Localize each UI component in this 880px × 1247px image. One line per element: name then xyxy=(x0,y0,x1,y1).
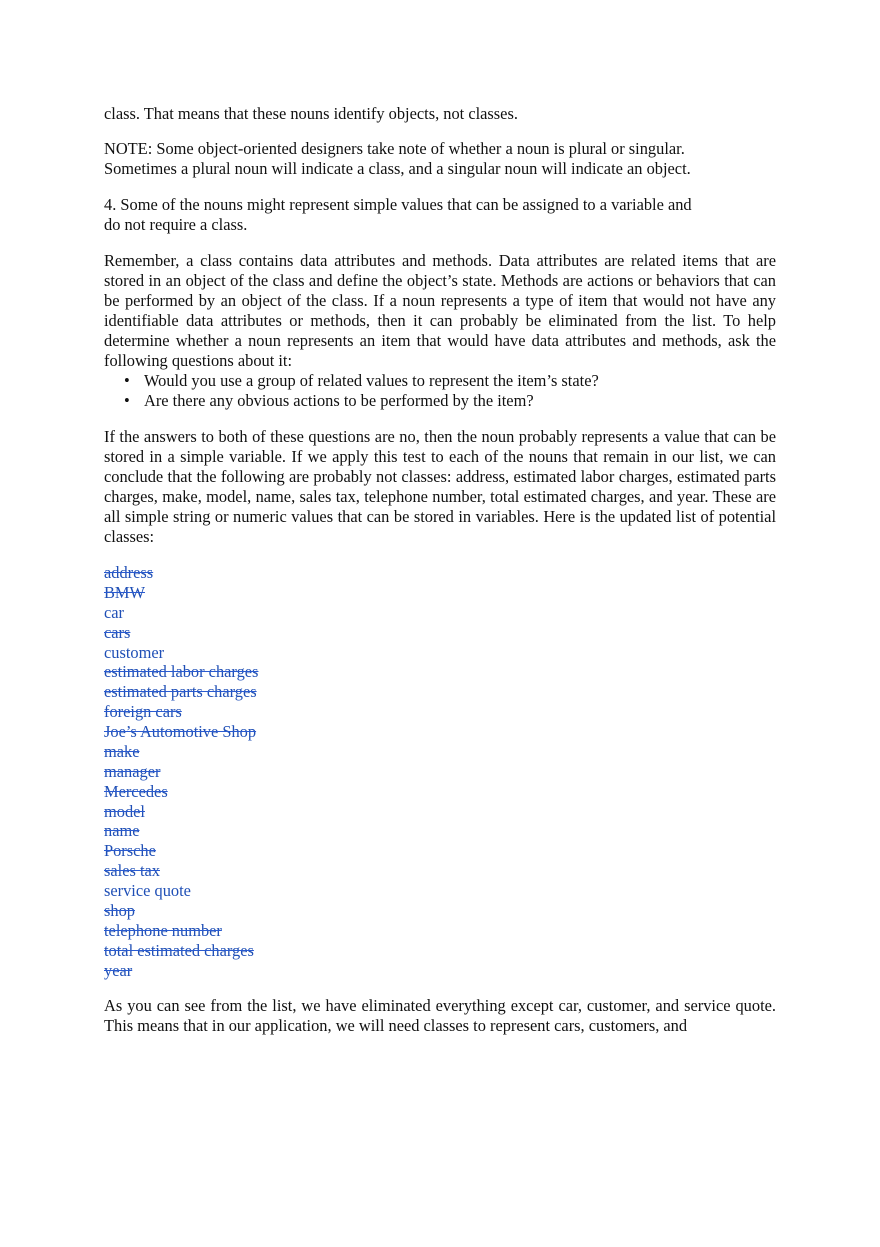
remember-paragraph: Remember, a class contains data attributes and methods. Data attributes are related items that are stored in an object of the class and define the object’s state. Methods are actions or behaviors that can be performed by an object of the class. If a noun represents a type of item that would not have any identifiable data attributes or methods, then it can probably be eliminated from the list. To help determine whether a noun represents an item that would have data attributes and methods, ask the following questions about it: xyxy=(104,251,776,370)
noun-item xyxy=(104,722,776,742)
answers-paragraph: If the answers to both of these questions are no, then the noun probably represents a value that can be stored in a simple variable. If we apply this test to each of the nouns that remain in our list, we can conclude that the following are probably not classes: address, estimated labor charges, estimated parts charges, make, model, name, sales tax, telephone number, total estimated charges, and year. These are all simple string or numeric values that can be stored in variables. Here is the updated list of potential classes: xyxy=(104,427,776,546)
noun-item xyxy=(104,702,776,722)
noun-text-struck: year xyxy=(104,960,133,980)
noun-item xyxy=(104,921,776,941)
noun-text-struck: telephone number xyxy=(104,920,222,940)
noun-text-struck: BMW xyxy=(104,582,145,602)
noun-item xyxy=(104,682,776,702)
noun-text-struck: foreign cars xyxy=(104,702,182,722)
noun-text-struck: shop xyxy=(104,900,135,920)
noun-item xyxy=(104,623,776,643)
noun-text-struck: estimated labor charges xyxy=(104,662,259,682)
noun-item xyxy=(104,841,776,861)
noun-item xyxy=(104,861,776,881)
noun-text-struck: cars xyxy=(104,622,131,642)
noun-item xyxy=(104,961,776,981)
noun-item xyxy=(104,881,776,901)
noun-text-struck: total estimated charges xyxy=(104,940,254,960)
noun-item xyxy=(104,941,776,961)
noun-text-struck: sales tax xyxy=(104,861,160,881)
question-text: Are there any obvious actions to be performed by the item? xyxy=(144,391,534,410)
noun-text-struck: make xyxy=(104,741,140,761)
intro-paragraph: class. That means that these nouns identify objects, not classes. xyxy=(104,104,518,123)
potential-classes-list xyxy=(104,563,776,980)
noun-text-struck: name xyxy=(104,821,140,841)
noun-text: car xyxy=(104,602,125,622)
step-4-line: 4. Some of the nouns might represent simple values that can be assigned to a variable and xyxy=(104,195,692,214)
question-item xyxy=(104,391,776,411)
noun-text-struck: model xyxy=(104,801,145,821)
conclusion-paragraph: As you can see from the list, we have eliminated everything except car, customer, and service quote. This means that in our application, we will need classes to represent cars, customers, and xyxy=(104,996,776,1036)
noun-item xyxy=(104,782,776,802)
noun-item xyxy=(104,603,776,623)
noun-item xyxy=(104,742,776,762)
noun-text-struck: Joe’s Automotive Shop xyxy=(104,722,257,741)
noun-text-struck: Porsche xyxy=(104,841,156,861)
step-4-line: do not require a class. xyxy=(104,215,248,234)
bullet-icon: • xyxy=(124,391,130,410)
noun-item xyxy=(104,762,776,782)
document-page xyxy=(104,104,776,1036)
noun-item xyxy=(104,802,776,822)
noun-text-struck: address xyxy=(104,563,154,582)
step-4-paragraph xyxy=(104,195,776,235)
question-text: Would you use a group of related values to represent the item’s state? xyxy=(144,371,599,390)
question-list xyxy=(104,371,776,411)
noun-item xyxy=(104,901,776,921)
noun-text-struck: estimated parts charges xyxy=(104,682,257,702)
noun-text-struck: Mercedes xyxy=(104,781,168,801)
noun-item xyxy=(104,563,776,583)
note-line: NOTE: Some object-oriented designers take note of whether a noun is plural or singular. xyxy=(104,139,685,158)
noun-item xyxy=(104,662,776,682)
noun-text: service quote xyxy=(104,881,191,900)
note-line: Sometimes a plural noun will indicate a class, and a singular noun will indicate an object. xyxy=(104,159,691,178)
question-item xyxy=(104,371,776,391)
noun-text-struck: manager xyxy=(104,761,161,781)
noun-item xyxy=(104,583,776,603)
note-paragraph xyxy=(104,139,776,179)
noun-text: customer xyxy=(104,642,165,662)
noun-item xyxy=(104,821,776,841)
noun-item xyxy=(104,643,776,663)
bullet-icon: • xyxy=(124,371,130,390)
